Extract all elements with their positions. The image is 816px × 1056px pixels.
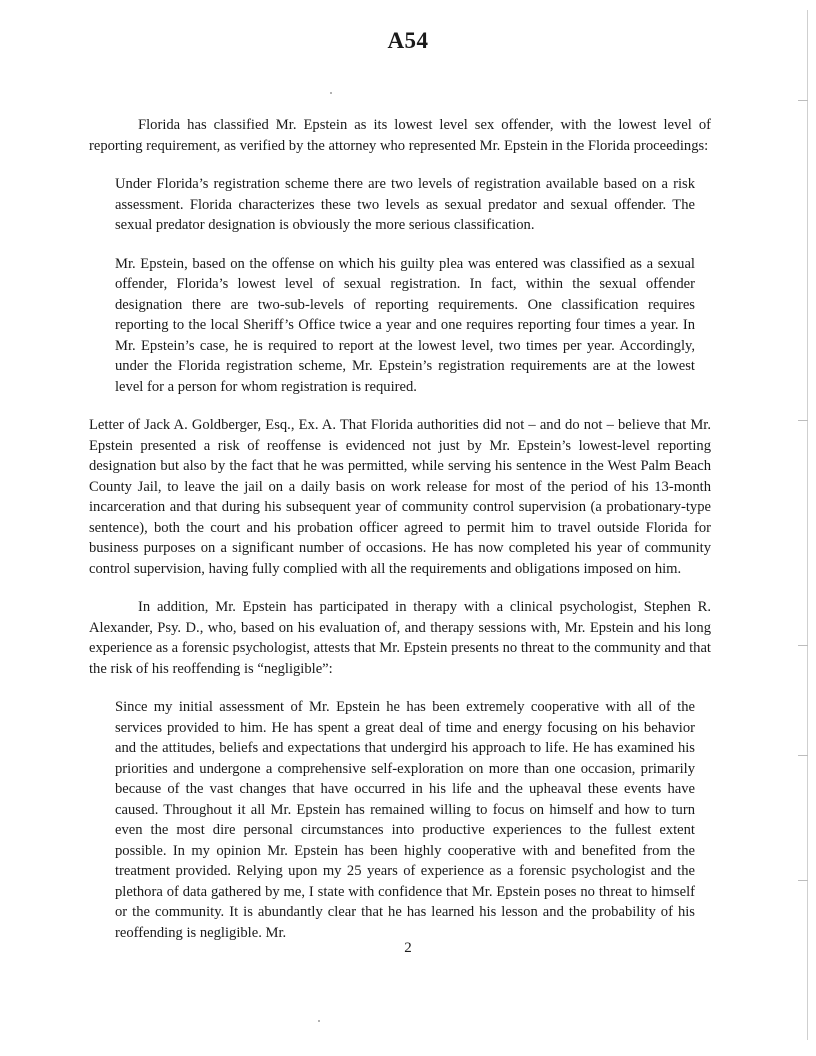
scan-speck — [318, 1020, 320, 1022]
intro-paragraph: Florida has classified Mr. Epstein as its lowest level sex offender, with the lowest level of reporting requirement, as verified by the attorney who represented Mr. Epstein in the Florida proceedings: — [89, 117, 711, 154]
scan-edge-tick — [798, 755, 808, 756]
scan-edge-tick — [798, 645, 808, 646]
scan-edge-tick — [798, 880, 808, 881]
exhibit-label: A54 — [387, 28, 429, 53]
scan-edge-tick — [798, 100, 808, 101]
scan-speck — [330, 92, 332, 94]
scan-edge-line — [807, 10, 808, 1040]
page-number: 2 — [404, 940, 412, 956]
goldberger-letter-paragraph: Letter of Jack A. Goldberger, Esq., Ex. A. That Florida authorities did not – and do not – believe that Mr. Epstein presented a risk of reoffense is evidenced not just by Mr. Epstein’s lowest-level reporting designation but also by the fact that he was permitted, while serving his sentence in the West Palm Beach County Jail, to leave the jail on a daily basis on work release for most of the period of his 13-month incarceration and that during his subsequent year of community control supervision (a probationary-type sentence), both the court and his probation officer agreed to permit him to travel outside Florida for business purposes on a significant number of occasions. He has now completed his year of community control supervision, having fully complied with all the requirements and obligations imposed on him. — [89, 417, 711, 577]
scan-edge-tick — [798, 420, 808, 421]
therapy-paragraph: In addition, Mr. Epstein has participated in therapy with a clinical psychologist, Stephen R. Alexander, Psy. D., who, based on his evaluation of, and therapy sessions with, Mr. Epstein and his long experience as a forensic psychologist, attests that Mr. Epstein presents no threat to the community and that the risk of his reoffending is “negligible”: — [89, 599, 711, 677]
quote-paragraph-registration-levels: Under Florida’s registration scheme there are two levels of registration available based on a risk assessment. Florida characterizes these two levels as sexual predator and sexual offender. The sexual predator designation is obviously the more serious classification. — [115, 176, 695, 233]
document-body — [89, 115, 711, 961]
quote-paragraph-psychologist-assessment: Since my initial assessment of Mr. Epstein he has been extremely cooperative with all of the services provided to him. He has spent a great deal of time and energy focusing on his behavior and the attitudes, beliefs and expectations that undergird his approach to life. He has examined his priorities and undergone a comprehensive self-exploration on more than one occasion, primarily because of the vast changes that have occurred in his life and the upheaval these events have caused. Throughout it all Mr. Epstein has remained willing to focus on himself and how to turn even the most dire personal circumstances into productive experiences to the fullest extent possible. In my opinion Mr. Epstein has been highly cooperative with and benefited from the treatment provided. Relying upon my 25 years of experience as a forensic psychologist and the plethora of data gathered by me, I state with confidence that Mr. Epstein poses no threat to himself or the community. It is abundantly clear that he has learned his lesson and the probability of his reoffending is negligible. Mr. — [115, 699, 695, 941]
quote-paragraph-epstein-classification: Mr. Epstein, based on the offense on which his guilty plea was entered was classified as a sexual offender, Florida’s lowest level of sexual registration. In fact, within the sexual offender designation there are two-sub-levels of reporting requirements. One classification requires reporting to the local Sheriff’s Office twice a year and one requires reporting four times a year. In Mr. Epstein’s case, he is required to report at the lowest level, two times per year. Accordingly, under the Florida registration scheme, Mr. Epstein’s registration requirements are at the lowest level for a person for whom registration is required. — [115, 255, 695, 395]
